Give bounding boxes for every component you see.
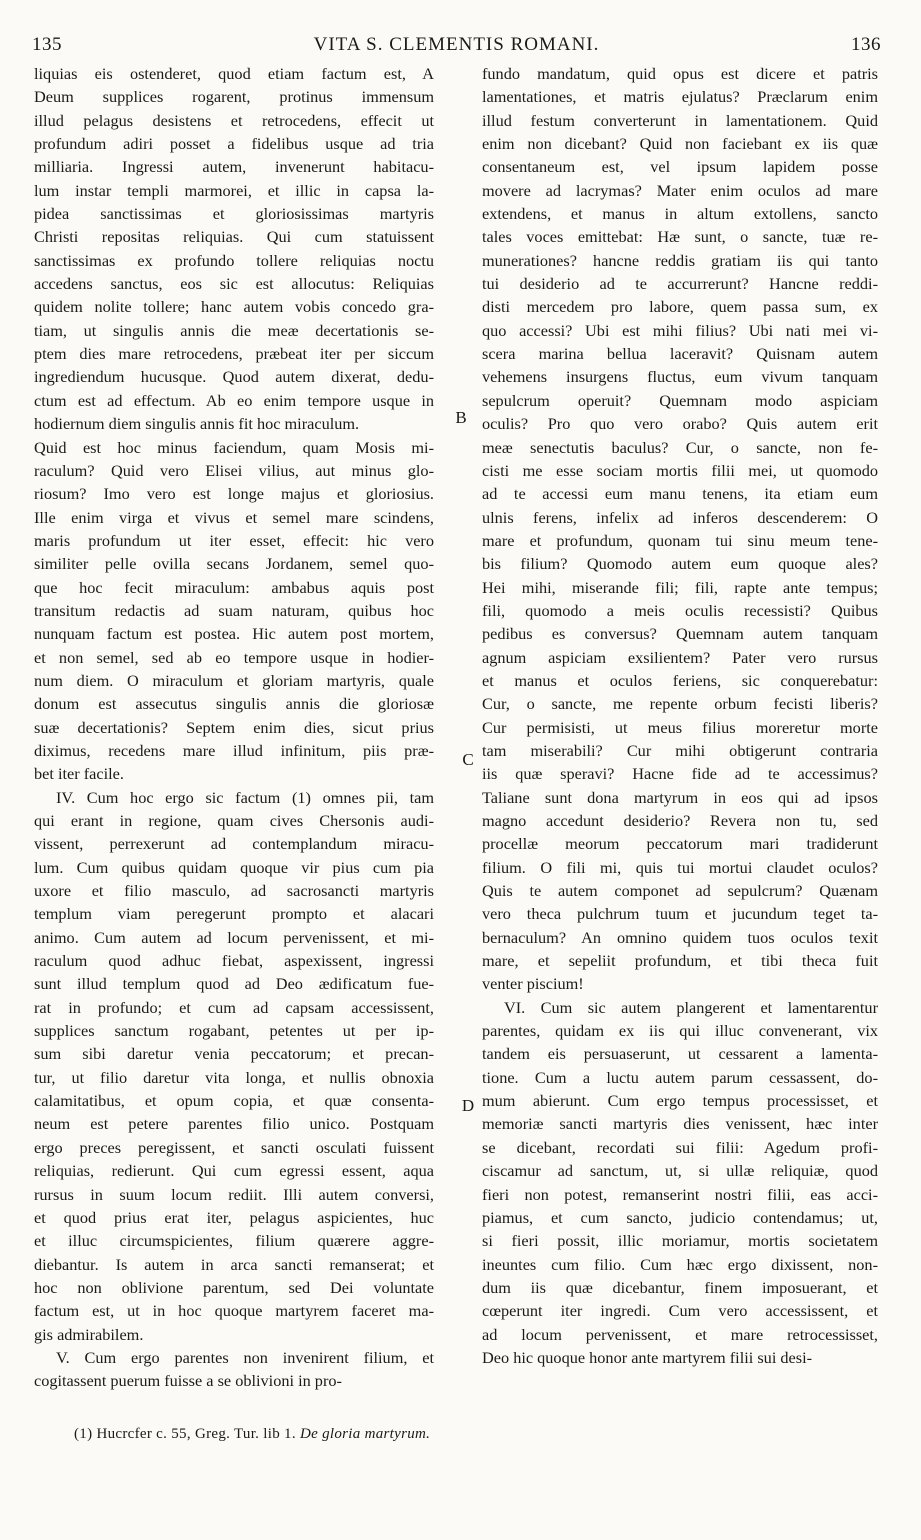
text-line: agnum aspiciam exsilientem? Pater vero rursus xyxy=(482,647,878,667)
text-line: et non semel, sed ab eo tempore usque in hodier- xyxy=(34,647,434,667)
text-line: fili, quomodo a meis oculis recessisti? Quibus xyxy=(482,600,878,620)
text-line: Quis te autem componet ad sepulcrum? Quænam xyxy=(482,881,878,901)
text-line: pedibus es conversus? Quemnam autem tanquam xyxy=(482,624,878,644)
text-line: donum est assecutus singulis annis die gloriosæ xyxy=(34,694,434,714)
text-line: meæ senectutis baculus? Cur, o sancte, non fe- xyxy=(482,437,878,457)
text-line: rat in profundo; et cum ad capsam accessissent, xyxy=(34,997,434,1017)
text-line: tam miserabili? Cur mihi obtigerunt contraria xyxy=(482,740,878,760)
text-line: se dicebant, recordati sui filii: Agedum profi- xyxy=(482,1137,878,1157)
text-line: fieri non potest, remanserint nostri filii, eas acci- xyxy=(482,1184,878,1204)
text-line: raculum quod adhuc fiebat, aspexissent, ingressi xyxy=(34,951,434,971)
text-line: templum viam peregerunt prompto et alacari xyxy=(34,904,434,924)
text-line: cogitassent puerum fuisse a se oblivioni in pro- xyxy=(34,1371,342,1391)
text-line: Deo hic quoque honor ante martyrem filii sui desi- xyxy=(482,1347,813,1367)
page-number-left: 135 xyxy=(32,34,62,55)
text-line: ulnis ferens, infelix ad inferos descenderem: O xyxy=(482,507,878,527)
text-line: ad te accessi eum manu tenens, ita etiam eum xyxy=(482,484,878,504)
text-line: Taliane sunt dona martyrum in eos qui ad ipsos xyxy=(482,787,878,807)
text-line: hoc non oblivione parentum, sed Dei voluntate xyxy=(34,1277,434,1297)
text-line: tiam, ut singulis annis die meæ decertationis se- xyxy=(34,320,434,340)
right-column xyxy=(482,62,878,1369)
text-line: neum est petere parentes filio unico. Postquam xyxy=(34,1114,434,1134)
text-line: Cur permisisti, ut meus filius moreretur morte xyxy=(482,717,878,737)
text-line: IV. Cum hoc ergo sic factum (1) omnes pii, tam xyxy=(56,787,434,807)
text-line: nunquam factum est postea. Hic autem post mortem, xyxy=(34,624,434,644)
text-line: vero theca pulchrum tuum et jucundum teget ta- xyxy=(482,904,878,924)
text-line: memoriæ sancti martyris dies venissent, hæc inter xyxy=(482,1114,878,1134)
text-line: parentes, quidam ex iis qui illuc convenerant, vix xyxy=(482,1021,878,1041)
footnote-italic: De gloria martyrum. xyxy=(299,1426,431,1442)
text-line: riosum? Imo vero est longe majus et gloriosius. xyxy=(34,484,434,504)
text-line: dum iis quæ dicebantur, finem imposuerant, et xyxy=(482,1277,878,1297)
text-line: milliaria. Ingressi autem, invenerunt habitacu- xyxy=(34,157,434,177)
text-line: illud festum converterunt in lamentationem. Quid xyxy=(482,110,878,130)
text-line: ptem dies mare retrocedens, præbeat iter per siccum xyxy=(34,344,434,364)
text-line: magno accedunt desiderio? Revera non tu, sed xyxy=(482,811,878,830)
text-line: iis quæ speravi? Hacne fide ad te accessimus? xyxy=(482,764,878,784)
text-line: mare et profundum, quonam tui sinu meum tene- xyxy=(482,530,878,550)
text-line: Quid est hoc minus faciendum, quam Mosis mi- xyxy=(34,437,434,457)
text-line: qui erant in regione, quam cives Chersonis audi- xyxy=(34,811,434,830)
text-line: animo. Cum autem ad locum pervenissent, et mi- xyxy=(34,927,434,947)
text-line: raculum? Quid vero Elisei vilius, aut minus glo- xyxy=(34,460,434,480)
text-line: bet iter facile. xyxy=(34,764,124,784)
text-line: venter piscium! xyxy=(482,974,584,994)
text-line: uxore et filio masculo, ad sacrosancti martyris xyxy=(34,881,434,901)
margin-marker-c: C xyxy=(462,750,474,769)
text-line: que hoc fecit miraculum: ambabus aquis post xyxy=(34,577,434,597)
text-line: ingrediendum hucusque. Quod autem dixerat, dedu- xyxy=(34,367,434,387)
text-line: ergo preces peregissent, et sancti osculati fuissent xyxy=(34,1137,434,1157)
text-line: diximus, recedens mare illud infinitum, piis præ- xyxy=(34,740,434,760)
left-column xyxy=(34,62,434,1393)
text-line: profundum adiri posset a fidelibus usque ad tria xyxy=(34,134,434,154)
page-number-right: 136 xyxy=(851,34,881,55)
text-line: consentaneum est, vel ipsum lapidem posse xyxy=(482,157,878,177)
text-line: similiter pelle ovilla secans Jordanem, semel quo- xyxy=(34,554,434,574)
text-line: ad locum pervenissent, et mare retrocessisset, xyxy=(482,1324,878,1344)
text-line: et illuc circumspicientes, filium quærere aggre- xyxy=(34,1231,434,1251)
text-line: munerationes? hancne reddis gratiam iis qui tanto xyxy=(482,250,878,270)
text-line: cisti me esse sociam mortis filii mei, ut quomodo xyxy=(482,460,878,480)
text-line: filium. O fili mi, quis tui mortui claudet oculos? xyxy=(482,857,878,877)
text-line: sepulcrum operuit? Quemnam modo aspiciam xyxy=(482,390,878,410)
text-line: si fieri possit, illic moriamur, mortis societatem xyxy=(482,1231,878,1251)
text-line: quidem nolite tollere; hanc autem vobis concedo gra- xyxy=(34,297,434,317)
text-line: accedens sanctus, eos sic est allocutus: Reliquias xyxy=(34,274,434,294)
text-line: gis admirabilem. xyxy=(34,1324,144,1344)
footnote-text: (1) Hucrcfer c. 55, Greg. Tur. lib 1. xyxy=(74,1426,296,1442)
text-line: Cur, o sancte, me repente orbum fecisti liberis? xyxy=(482,694,878,714)
text-line: et manus et oculos feriens, sic conquerebatur: xyxy=(482,670,878,690)
text-line: tui desiderio ad te accurrerunt? Hancne reddi- xyxy=(482,274,878,294)
text-line: diebantur. Is autem in arca sancti remanserat; et xyxy=(34,1254,434,1274)
text-line: sunt illud templum quod ad Deo ædificatum fue- xyxy=(34,974,434,994)
text-line: Ille enim virga et vivus et semel mare scindens, xyxy=(34,507,434,527)
text-line: mum abierunt. Cum ergo tempus processisset, et xyxy=(482,1091,878,1111)
text-line: et quod prius erat iter, pelagus aspicientes, huc xyxy=(34,1207,434,1227)
text-line: ciscamur ad sanctum, ut, si ullæ reliquiæ, quod xyxy=(482,1161,878,1181)
text-line: ineuntes cum filio. Cum hæc ergo dixissent, non- xyxy=(482,1254,878,1274)
text-line: sum sibi daretur venia peccatorum; et precan- xyxy=(34,1044,434,1064)
text-line: maris profundum ut iter esset, effecit: hic vero xyxy=(34,530,434,550)
text-line: VI. Cum sic autem plangerent et lamentarentur xyxy=(504,997,878,1017)
text-line: vehemens insurgens fluctus, eum vivum tanquam xyxy=(482,367,878,387)
text-line: movere ad lacrymas? Mater enim oculos ad mare xyxy=(482,180,878,200)
text-line: scera marina bellua laceravit? Quisnam autem xyxy=(482,344,878,364)
text-line: suæ decertationis? Septem enim dies, sicut prius xyxy=(34,717,434,737)
text-line: calamitatibus, et opum copia, et quæ consenta- xyxy=(34,1091,434,1111)
text-line: disti mercedem pro labore, quem passa sum, ex xyxy=(482,297,878,317)
text-line: lamentationes, et matris ejulatus? Præclarum enim xyxy=(482,87,878,107)
text-line: mare, et sepeliit profundum, et tibi theca fuit xyxy=(482,951,878,971)
text-line: procellæ meorum peccatorum mari tradiderunt xyxy=(482,834,878,854)
text-line: reliquias, redierunt. Qui cum egressi essent, aqua xyxy=(34,1161,434,1181)
text-line: Deum supplices rogarent, protinus immensum xyxy=(34,87,434,107)
text-line: Christi repositas reliquias. Qui cum statuissent xyxy=(34,227,434,247)
text-line: supplices sanctum rogabant, petentes ut per ip- xyxy=(34,1021,434,1041)
margin-marker-b: B xyxy=(455,408,467,427)
text-line: factum est, ut in hoc quoque martyrem faceret ma- xyxy=(34,1301,434,1321)
text-line: piamus, et cum sancto, judicio contendamus; ut, xyxy=(482,1207,878,1227)
text-line: pidea sanctissimas et gloriosissimas martyris xyxy=(34,204,434,224)
text-line: lum instar templi marmorei, et illic in capsa la- xyxy=(34,180,434,200)
running-title: VITA S. CLEMENTIS ROMANI. xyxy=(313,34,600,55)
text-line: tur, ut filio daretur vita longa, et nullis obnoxia xyxy=(34,1067,434,1087)
text-line: bernaculum? An omnino quidem tuos oculos texit xyxy=(482,927,878,947)
text-line: quo accessi? Ubi est mihi filius? Ubi nati mei vi- xyxy=(482,320,878,340)
text-line: vissent, perrexerunt ad contemplandum miracu- xyxy=(34,834,434,854)
margin-marker-d: D xyxy=(461,1096,475,1115)
text-line: tales voces emittebat: Hæ sunt, o sancte, tuæ re- xyxy=(482,227,878,247)
text-line: bis filium? Quomodo autem eum quoque ales? xyxy=(482,554,878,574)
text-line: extendens, et manus in altum extollens, sancto xyxy=(482,204,878,224)
text-line: sanctissimas ex profundo tollere reliquias noctu xyxy=(34,250,434,270)
text-line: oculis? Pro quo vero orabo? Quis autem erit xyxy=(482,414,878,434)
text-line: fundo mandatum, quid opus est dicere et patris xyxy=(482,64,878,83)
footnote xyxy=(74,1426,430,1443)
text-line: cœperunt iter ingredi. Cum vero accessissent, et xyxy=(482,1301,878,1321)
text-line: Hei mihi, miserande fili; fili, rapte ante tempus; xyxy=(482,577,878,597)
text-line: num diem. O miraculum et gloriam martyris, quale xyxy=(34,670,434,690)
text-line: tandem eis persuaserunt, ut cessarent a lamenta- xyxy=(482,1044,878,1064)
text-line: lum. Cum quibus quidam quoque vir pius cum pia xyxy=(34,857,434,877)
running-header xyxy=(32,34,881,60)
text-line: V. Cum ergo parentes non invenirent filium, et xyxy=(56,1347,434,1367)
text-line: tione. Cum a luctu autem parum cessassent, do- xyxy=(482,1067,878,1087)
text-line: enim non dicebant? Quid non faciebant ex iis quæ xyxy=(482,134,878,154)
text-line: liquias eis ostenderet, quod etiam factum est, A xyxy=(34,64,434,83)
text-line: ctum est ad effectum. Ab eo enim tempore usque in xyxy=(34,390,434,410)
text-line: illud pelagus desistens et retrocedens, effecit ut xyxy=(34,110,434,130)
text-line: transitum redactis ad suam naturam, quibus hoc xyxy=(34,600,434,620)
text-line: hodiernum diem singulis annis fit hoc miraculum. xyxy=(34,414,360,434)
text-line: rursus in suum locum rediit. Illi autem conversi, xyxy=(34,1184,434,1204)
